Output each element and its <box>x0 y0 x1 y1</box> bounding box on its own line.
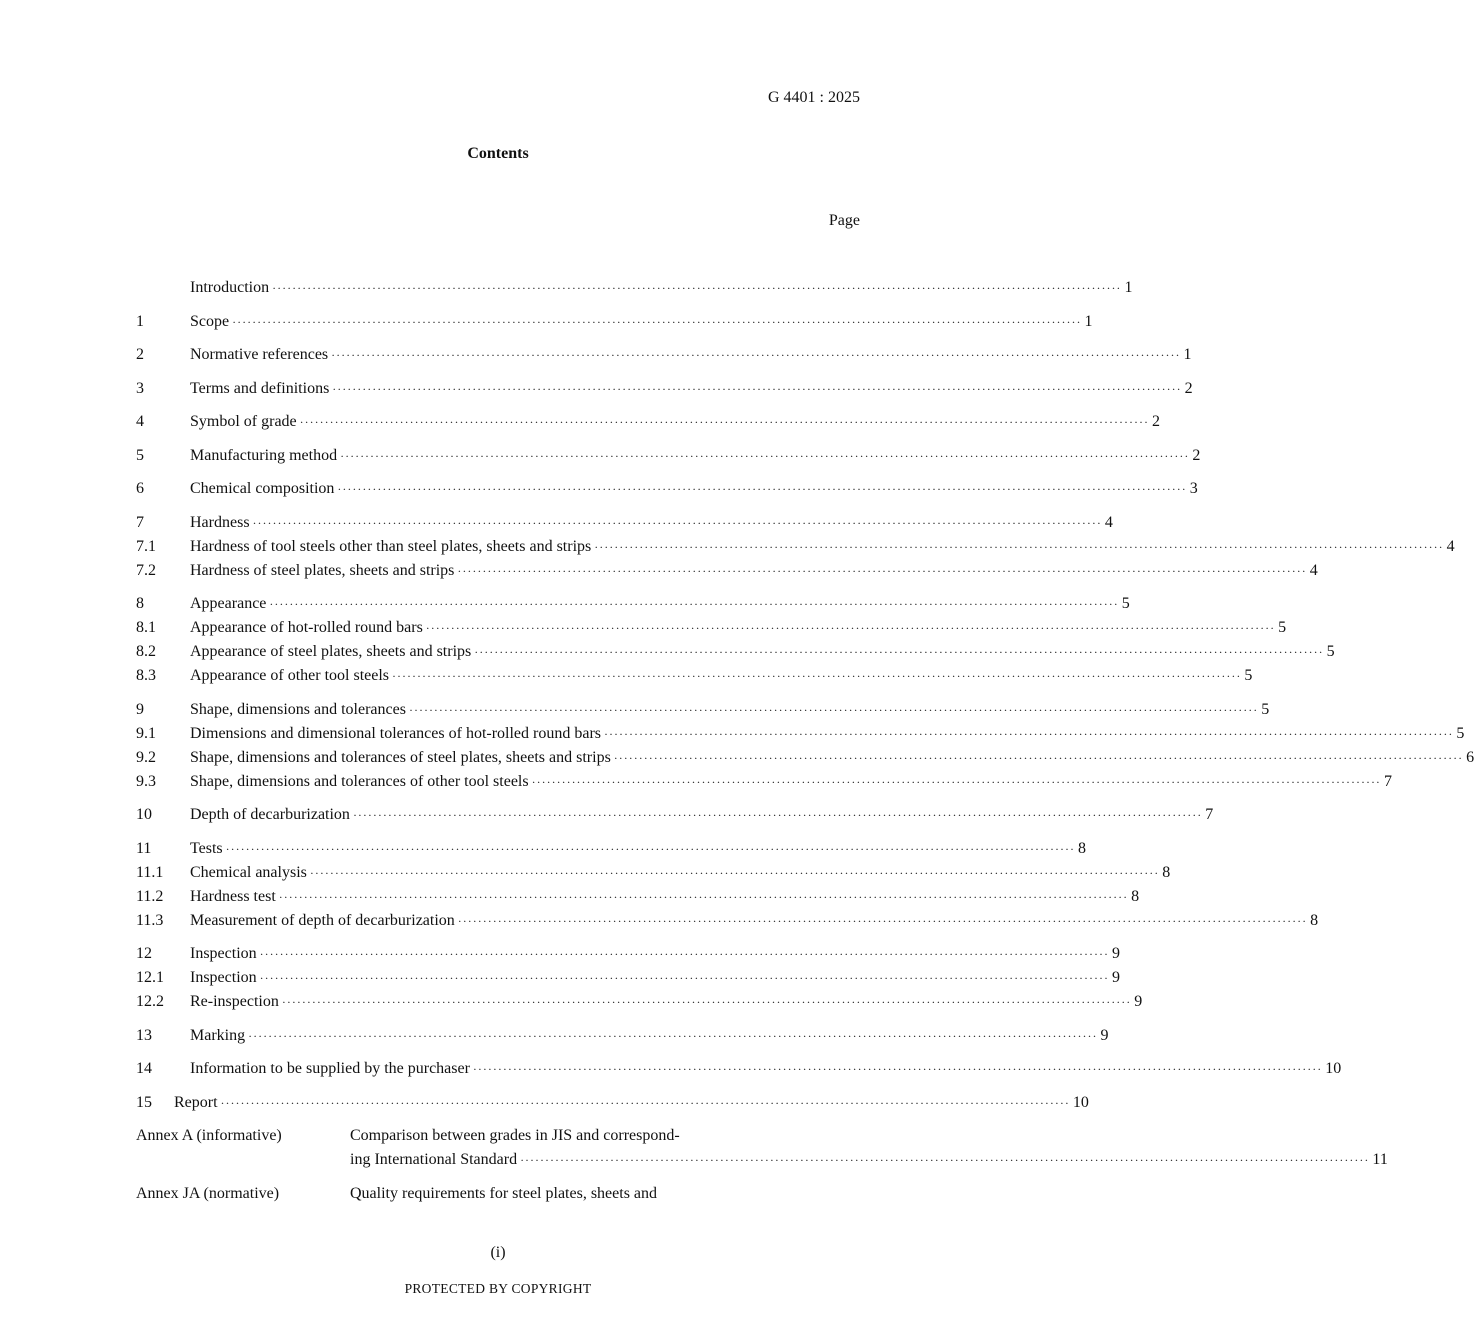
toc-entry-title: Hardness test <box>190 887 276 905</box>
toc-entry-number: 8 <box>136 595 144 612</box>
toc-entry-number: 11.2 <box>136 887 164 905</box>
toc-entry[interactable] <box>136 310 1093 334</box>
toc-entry-page: 1 <box>1183 346 1192 363</box>
toc-entry[interactable] <box>136 885 1140 909</box>
annex-entry[interactable] <box>136 1124 1388 1172</box>
toc-entry-page: 5 <box>1278 619 1287 636</box>
toc-entry-number: 11.1 <box>136 863 164 881</box>
toc-entry-title: Appearance <box>190 595 267 612</box>
toc-entry-page: 10 <box>1325 1060 1342 1077</box>
toc-entry-number: 6 <box>136 480 144 497</box>
toc-entry-number: 12 <box>136 945 152 962</box>
toc-entry-title: Symbol of grade <box>190 413 297 430</box>
toc-entry[interactable] <box>136 966 1120 990</box>
toc-entry-page: 4 <box>1309 561 1318 579</box>
dot-leader <box>594 535 1443 559</box>
toc-entry-title: Inspection <box>190 945 257 962</box>
toc-entry-page: 5 <box>1121 595 1130 612</box>
toc-entry-number: 2 <box>136 346 144 363</box>
toc-entry-title: Chemical analysis <box>190 863 307 881</box>
toc-entry-title: Depth of decarburization <box>190 806 350 823</box>
toc-entry[interactable] <box>136 377 1193 401</box>
toc-entry-number: 12.2 <box>136 993 164 1010</box>
toc-entry[interactable] <box>136 592 1130 616</box>
toc-entry-number: 9.1 <box>136 724 156 742</box>
toc-entry-page: 1 <box>1124 279 1133 296</box>
toc-entry[interactable] <box>136 770 1392 794</box>
toc-entry[interactable] <box>136 511 1113 535</box>
toc-entry-page: 5 <box>1326 643 1335 660</box>
dot-leader <box>457 559 1306 583</box>
annex-page: 11 <box>1372 1151 1388 1168</box>
toc-entry-page: 7 <box>1205 806 1214 823</box>
dot-leader <box>272 276 1121 300</box>
dot-leader <box>340 444 1189 468</box>
toc-entry-title: Re-inspection <box>190 993 279 1010</box>
toc-entry[interactable] <box>136 861 1171 885</box>
annex-entry[interactable] <box>136 1182 841 1206</box>
dot-leader <box>300 410 1149 434</box>
toc-entry[interactable] <box>136 1024 1109 1048</box>
toc-entry-title: Measurement of depth of decarburization <box>190 911 455 929</box>
toc-entry-title: Manufacturing method <box>190 446 338 464</box>
toc-entry-number: 1 <box>136 312 144 330</box>
toc-entry-number: 8.3 <box>136 667 156 684</box>
toc-entry-page: 2 <box>1192 446 1201 464</box>
dot-leader <box>282 990 1131 1014</box>
toc-entry[interactable] <box>136 640 1335 664</box>
toc-entry-title: Shape, dimensions and tolerances of steel plates, sheets and strips <box>190 748 611 766</box>
toc-entry-page: 8 <box>1131 887 1140 905</box>
toc-entry-page: 8 <box>1078 839 1086 857</box>
toc-entry-number: 8.2 <box>136 643 156 660</box>
dot-leader <box>232 310 1081 334</box>
toc-entry[interactable] <box>136 477 1198 501</box>
toc-entry[interactable] <box>136 722 1465 746</box>
toc-entry-number: 11.3 <box>136 911 164 929</box>
toc-entry-number: 3 <box>136 379 144 397</box>
toc-entry-title: Shape, dimensions and tolerances <box>190 700 406 718</box>
toc-entry[interactable] <box>136 909 1319 933</box>
toc-entry[interactable] <box>136 535 1455 559</box>
annex-label: Annex A (informative) <box>136 1127 282 1144</box>
toc-entry[interactable] <box>136 990 1143 1014</box>
table-of-contents <box>136 276 1474 1206</box>
toc-entry-page: 8 <box>1162 863 1171 881</box>
toc-entry[interactable] <box>136 942 1120 966</box>
toc-entry-title: Scope <box>190 312 230 330</box>
dot-leader <box>269 592 1118 616</box>
toc-entry[interactable] <box>136 1057 1342 1081</box>
toc-entry-title: Chemical composition <box>190 480 335 497</box>
dot-leader <box>331 343 1180 367</box>
toc-entry-page: 5 <box>1261 700 1270 718</box>
toc-entry-title: Marking <box>190 1026 246 1044</box>
toc-entry-title: Introduction <box>190 279 270 296</box>
toc-entry-number: 7.1 <box>136 537 156 555</box>
toc-entry-page: 2 <box>1184 379 1193 397</box>
toc-entry[interactable] <box>136 837 1086 861</box>
dot-leader <box>279 885 1128 909</box>
toc-entry-title: Normative references <box>190 346 329 363</box>
annex-title-line: Quality requirements for steel plates, sheets and <box>350 1184 658 1202</box>
toc-entry[interactable] <box>136 444 1201 468</box>
toc-entry-number: 5 <box>136 446 144 464</box>
toc-entry-page: 9 <box>1100 1026 1109 1044</box>
toc-entry-page: 1 <box>1084 312 1093 330</box>
dot-leader <box>310 861 1159 885</box>
toc-entry-number: 7 <box>136 513 144 531</box>
toc-entry-title: Report <box>174 1093 218 1111</box>
dot-leader <box>260 966 1109 990</box>
toc-entry-number: 13 <box>136 1026 152 1044</box>
toc-entry-number: 10 <box>136 806 152 823</box>
toc-entry-page: 4 <box>1104 513 1113 531</box>
dot-leader <box>221 1091 1070 1115</box>
dot-leader <box>260 942 1109 966</box>
toc-entry-title: Appearance of other tool steels <box>190 667 390 684</box>
annex-title-line: ing International Standard <box>350 1151 518 1168</box>
dot-leader <box>392 664 1241 688</box>
toc-entry-number: 9.2 <box>136 748 156 766</box>
toc-entry-page: 3 <box>1189 480 1198 497</box>
toc-entry[interactable] <box>136 698 1270 722</box>
dot-leader <box>520 1148 1369 1172</box>
dot-leader <box>226 837 1075 861</box>
dot-leader <box>614 746 1463 770</box>
dot-leader <box>604 722 1453 746</box>
toc-entry-title: Inspection <box>190 969 257 986</box>
toc-entry-title: Dimensions and dimensional tolerances of hot-rolled round bars <box>190 724 602 742</box>
toc-entry-number: 7.2 <box>136 561 156 579</box>
toc-entry-number: 9.3 <box>136 772 156 790</box>
toc-entry-title: Appearance of hot-rolled round bars <box>190 619 423 636</box>
copyright-notice: PROTECTED BY COPYRIGHT <box>404 1281 592 1296</box>
toc-entry-title: Appearance of steel plates, sheets and strips <box>190 643 472 660</box>
toc-entry-title: Terms and definitions <box>190 379 330 397</box>
toc-entry-page: 4 <box>1446 537 1455 555</box>
toc-entry[interactable] <box>136 410 1160 434</box>
toc-entry-page: 9 <box>1112 945 1120 962</box>
toc-entry-number: 4 <box>136 413 144 430</box>
toc-entry[interactable] <box>136 664 1253 688</box>
toc-entry-page: 10 <box>1072 1093 1089 1111</box>
dot-leader <box>474 640 1323 664</box>
toc-entry-title: Tests <box>190 839 223 857</box>
toc-entry[interactable] <box>136 343 1192 367</box>
toc-entry-title: Shape, dimensions and tolerances of other tool steels <box>190 772 529 790</box>
toc-entry[interactable] <box>136 616 1287 640</box>
annex-title-line: Comparison between grades in JIS and correspond- <box>350 1127 680 1144</box>
contents-title: Contents <box>467 145 529 162</box>
toc-entry-number: 9 <box>136 700 144 718</box>
toc-entry-title: Information to be supplied by the purchaser <box>190 1060 470 1077</box>
dot-leader <box>532 770 1381 794</box>
toc-entry-page: 5 <box>1456 724 1465 742</box>
toc-entry[interactable] <box>136 746 1474 770</box>
toc-entry-page: 5 <box>1244 667 1253 684</box>
annex-label: Annex JA (normative) <box>136 1184 280 1202</box>
toc-entry[interactable] <box>136 1091 1089 1115</box>
toc-entry-page: 9 <box>1134 993 1143 1010</box>
toc-entry-number: 8.1 <box>136 619 156 636</box>
toc-entry[interactable] <box>136 803 1214 827</box>
toc-entry-page: 9 <box>1112 969 1120 986</box>
dot-leader <box>409 698 1258 722</box>
document-id: G 4401 : 2025 <box>768 89 860 106</box>
toc-entry-number: 15 <box>136 1093 152 1111</box>
dot-leader <box>248 1024 1097 1048</box>
dot-leader <box>353 803 1202 827</box>
dot-leader <box>426 616 1275 640</box>
toc-entry-page: 7 <box>1383 772 1392 790</box>
dot-leader <box>337 477 1186 501</box>
dot-leader <box>473 1057 1322 1081</box>
toc-entry-page: 6 <box>1466 748 1474 766</box>
footer-page-number: (i) <box>490 1244 506 1261</box>
toc-entry[interactable] <box>136 276 1133 300</box>
toc-entry-number: 11 <box>136 839 152 857</box>
toc-entry-title: Hardness <box>190 513 250 531</box>
toc-entry-page: 8 <box>1310 911 1319 929</box>
toc-entry-title: Hardness of steel plates, sheets and strips <box>190 561 455 579</box>
toc-entry[interactable] <box>136 559 1318 583</box>
dot-leader <box>458 909 1307 933</box>
toc-entry-title: Hardness of tool steels other than steel plates, sheets and strips <box>190 537 592 555</box>
toc-entry-page: 2 <box>1152 413 1160 430</box>
toc-entry-number: 12.1 <box>136 969 164 986</box>
dot-leader <box>332 377 1181 401</box>
dot-leader <box>253 511 1102 535</box>
toc-entry-number: 14 <box>136 1060 152 1077</box>
page-column-label: Page <box>828 212 860 229</box>
